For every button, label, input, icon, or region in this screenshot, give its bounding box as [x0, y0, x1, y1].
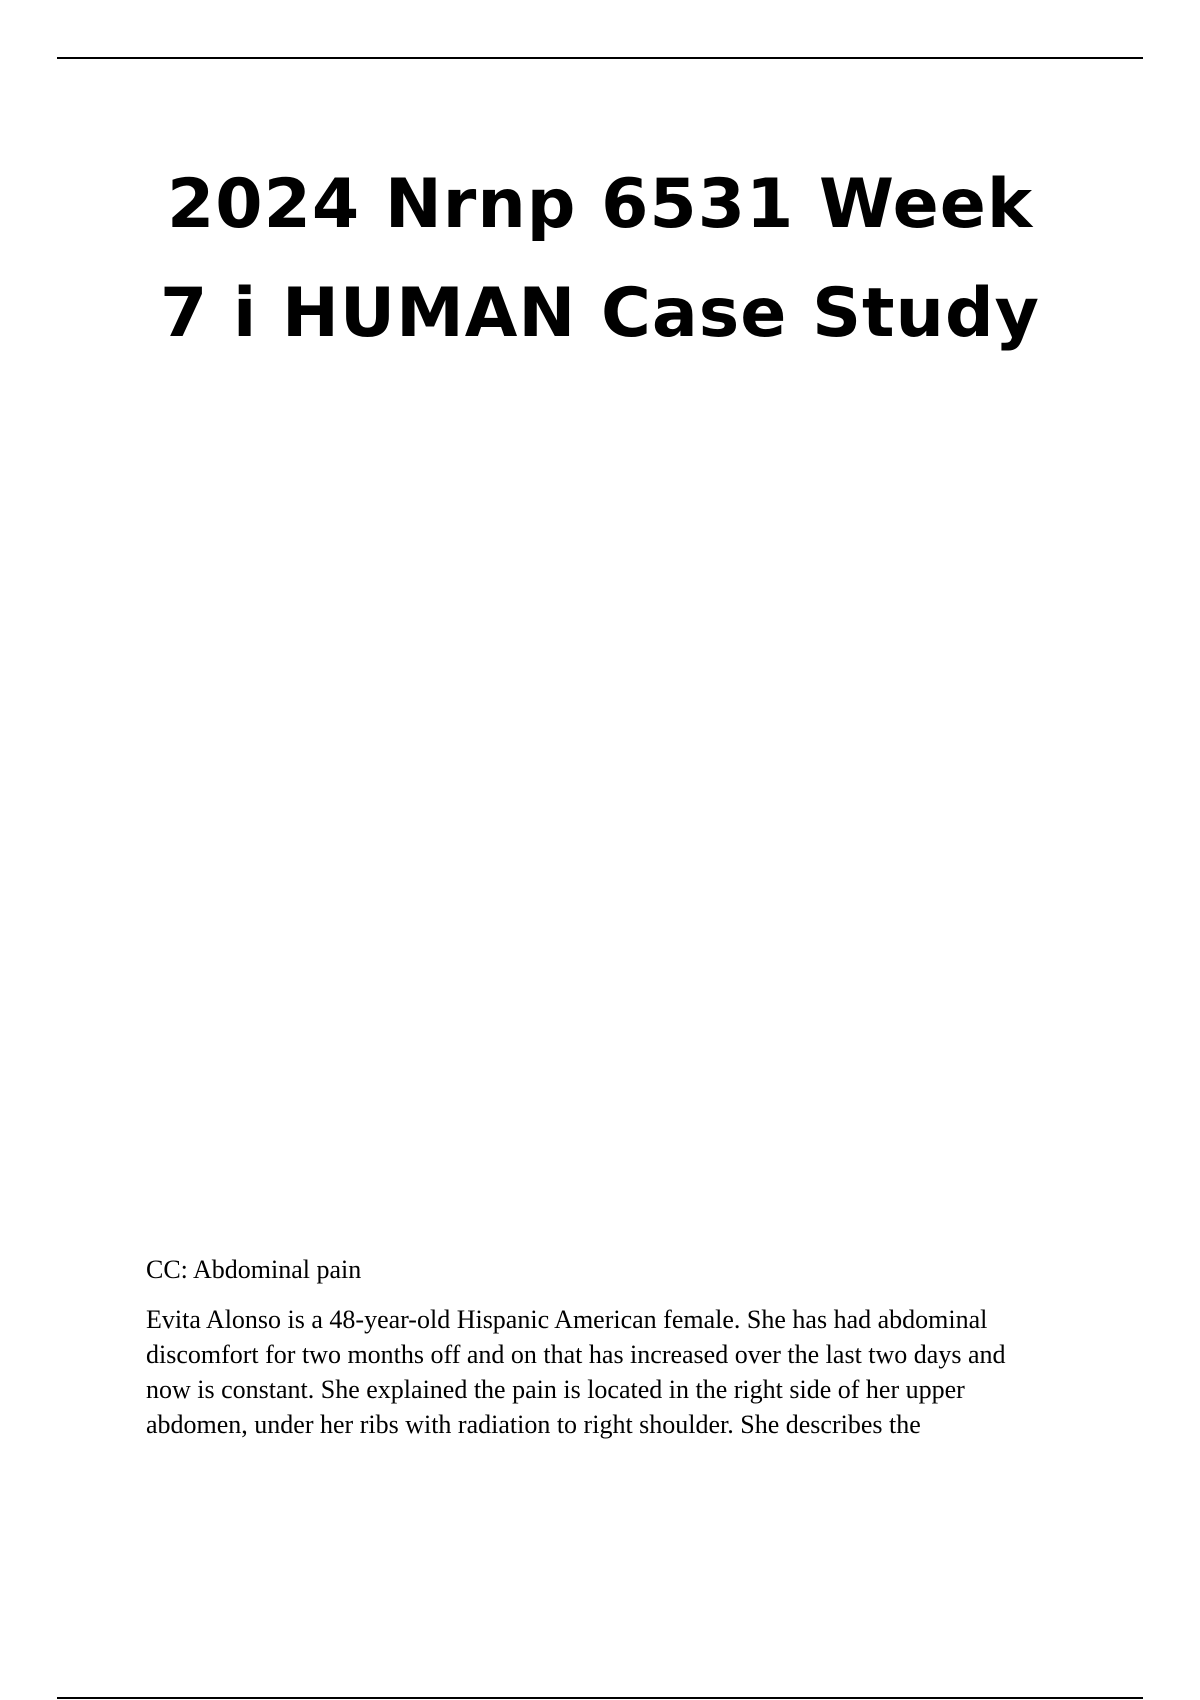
top-divider	[57, 57, 1143, 59]
document-title	[120, 150, 1080, 368]
document-body	[146, 1252, 1096, 1442]
paragraph-line-2: discomfort for two months off and on that has increased over the last two days and	[146, 1340, 1006, 1369]
bottom-divider	[57, 1697, 1143, 1699]
case-paragraph	[146, 1302, 1096, 1442]
paragraph-line-4: abdomen, under her ribs with radiation to right shoulder. She describes the	[146, 1410, 921, 1439]
paragraph-line-1: Evita Alonso is a 48-year-old Hispanic American female. She has had abdominal	[146, 1305, 988, 1334]
chief-complaint: CC: Abdominal pain	[146, 1255, 362, 1284]
paragraph-line-3: now is constant. She explained the pain is located in the right side of her upper	[146, 1375, 965, 1404]
title-line-2: 7 i HUMAN Case Study	[160, 274, 1040, 353]
title-line-1: 2024 Nrnp 6531 Week	[166, 165, 1034, 244]
